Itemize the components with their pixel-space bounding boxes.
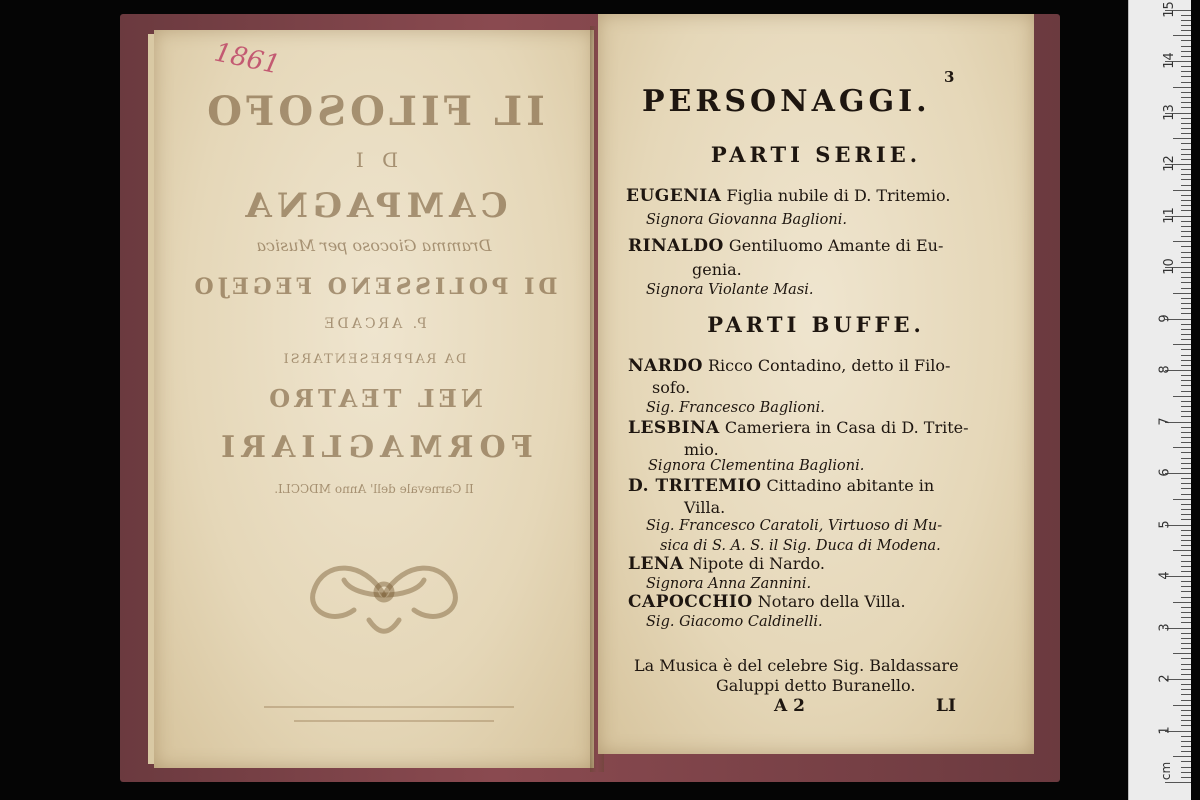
ruler-tick [1181,40,1191,41]
ruler-number: 1 [1157,725,1173,735]
ruler-tick [1181,540,1191,541]
performer-entry [646,576,811,592]
signature-mark: A 2 [774,696,805,716]
ruler-number: 13 [1161,103,1177,121]
performer-entry [646,400,825,416]
ruler-number: 6 [1157,468,1173,477]
catchword: LI [936,696,956,716]
ruler-tick [1181,710,1191,711]
ruler-tick [1181,767,1191,768]
ruler-tick [1181,530,1191,531]
bleed-line: NEL TEATRO [265,384,483,413]
ruler-tick [1181,674,1191,675]
ruler-tick [1181,700,1191,701]
section-heading-serie: PARTI SERIE. [710,142,922,167]
ruler-number: 12 [1161,155,1177,172]
ruler-tick [1181,411,1191,412]
text-line [634,656,959,675]
line-text: Galuppi detto Buranello. [716,676,916,695]
line-text: Gentiluomo Amante di Eu- [723,236,944,255]
ruler-tick [1173,344,1191,345]
ruler-tick [1181,385,1191,386]
character-name: D. TRITEMIO [628,476,762,496]
ruler-tick [1181,772,1191,773]
ruler-tick [1181,720,1191,721]
character-entry [628,418,969,438]
character-entry [626,186,950,206]
bleed-line: Il Carnevale dell' Anno MDCCLI. [274,482,474,496]
ruler-tick [1181,483,1191,484]
line-text: Sig. Francesco Caratoli, Virtuoso di Mu- [646,518,943,534]
line-text: mio. [684,440,719,459]
ruler-tick [1181,566,1191,567]
character-entry [628,476,934,496]
character-entry [628,592,906,612]
ruler-tick [1181,349,1191,350]
line-text: Sig. Francesco Baglioni. [646,400,825,416]
right-page [598,14,1034,754]
ruler-tick [1181,519,1191,520]
ruler-tick [1181,324,1191,325]
performer-entry [648,458,864,474]
ruler-tick [1181,391,1191,392]
ruler-tick [1181,694,1191,695]
ruler-number: 2 [1157,674,1173,683]
page-number: 3 [944,68,955,86]
line-text: Villa. [684,498,726,517]
ruler-tick [1181,56,1191,57]
ruler-tick [1181,159,1191,160]
ruler-tick [1181,210,1191,211]
ruler-tick [1181,607,1191,608]
bleed-line: IL FILOSOFO [203,88,545,135]
ruler-tick [1181,76,1191,77]
character-entry [628,356,950,376]
ruler-tick [1181,246,1191,247]
character-name: CAPOCCHIO [628,592,753,612]
ruler-tick [1181,715,1191,716]
ruler-tick [1181,339,1191,340]
bleed-line: DI POLISSENO FEGEJO [190,274,558,300]
bleed-through-text [154,30,594,768]
ruler-tick [1181,612,1191,613]
page-title: PERSONAGGI. [642,84,931,119]
ruler-number: 10 [1161,258,1177,275]
ruler-tick [1181,432,1191,433]
printer-ornament-icon [284,550,484,640]
ruler-tick [1181,689,1191,690]
line-text: sica di S. A. S. il Sig. Duca di Modena. [660,538,941,554]
character-name: LENA [628,554,684,574]
ruler-tick [1181,591,1191,592]
line-text: Nipote di Nardo. [683,554,826,573]
line-text: Signora Violante Masi. [646,282,814,298]
ruler-tick [1173,87,1191,88]
ruler-tick [1181,535,1191,536]
ruler-tick [1181,231,1191,232]
bleed-line: FORMAGLIARI [215,430,533,465]
ruler-number: 9 [1157,313,1173,323]
line-text: Signora Clementina Baglioni. [648,458,865,474]
ruler-tick [1181,494,1191,495]
ruler-number: 4 [1157,571,1173,580]
ruler-tick [1181,458,1191,459]
ruler-tick [1181,277,1191,278]
bleed-line: CAMPAGNA [240,186,508,226]
ruler-number: 8 [1157,365,1173,374]
ruler-tick [1181,15,1191,16]
ruler-tick [1181,329,1191,330]
ruler-tick [1181,555,1191,556]
ruler-tick [1181,406,1191,407]
character-name: LESBINA [628,418,720,438]
ruler-tick [1181,581,1191,582]
ruler-tick [1181,272,1191,273]
ruler-tick [1173,241,1191,242]
ruler-tick [1181,25,1191,26]
ruler-number: 15 [1161,0,1177,18]
ruler-tick [1181,288,1191,289]
ruler-tick [1181,571,1191,572]
ruler-tick [1181,638,1191,639]
ruler-tick [1173,396,1191,397]
ruler-tick [1181,442,1191,443]
ruler-tick [1181,334,1191,335]
ruler-number: 11 [1161,206,1177,224]
line-text: Cittadino abitante in [761,476,935,495]
ruler-tick [1181,226,1191,227]
performer-entry [646,614,823,630]
ruler-tick [1181,437,1191,438]
performer-entry [646,518,942,534]
ruler-tick [1173,138,1191,139]
line-text: genia. [692,260,742,279]
ruler-tick [1181,427,1191,428]
ruler-tick [1181,741,1191,742]
ruler-tick [1173,293,1191,294]
ruler-tick [1181,725,1191,726]
ruler-tick [1181,20,1191,21]
ruler-tick [1173,35,1191,36]
line-text: sofo. [652,378,691,397]
bleed-line: D I [349,148,399,172]
imprint-line [294,720,494,722]
ruler-tick [1181,669,1191,670]
character-entry [628,554,825,574]
ruler-tick [1181,488,1191,489]
ruler-tick [1181,545,1191,546]
line-text: Cameriera in Casa di D. Trite- [719,418,969,437]
performer-entry [646,212,847,228]
ruler-tick [1181,504,1191,505]
ruler-tick [1181,617,1191,618]
line-text: Signora Giovanna Baglioni. [646,212,847,228]
ruler-tick [1181,308,1191,309]
ruler-tick [1173,653,1191,654]
ruler-tick [1181,643,1191,644]
ruler-unit: cm [1159,761,1174,781]
ruler-tick [1173,756,1191,757]
measuring-ruler [1128,0,1191,800]
ruler-tick [1181,355,1191,356]
ruler-tick [1181,561,1191,562]
ruler-tick [1181,102,1191,103]
ruler-tick [1181,468,1191,469]
ruler-tick [1181,174,1191,175]
ruler-tick [1181,514,1191,515]
ruler-tick [1181,416,1191,417]
ruler-tick [1181,236,1191,237]
ruler-tick [1181,365,1191,366]
line-text: Ricco Contadino, detto il Filo- [702,356,951,375]
ruler-tick [1181,664,1191,665]
ruler-tick [1181,313,1191,314]
ruler-tick [1181,123,1191,124]
ruler-tick [1181,282,1191,283]
ruler-tick [1181,761,1191,762]
character-entry [628,236,943,256]
line-text: Signora Anna Zannini. [646,576,812,592]
ruler-tick [1181,252,1191,253]
ruler-tick [1181,463,1191,464]
ruler-tick [1181,128,1191,129]
ruler-tick [1181,51,1191,52]
ruler-number: 14 [1161,52,1177,69]
handwritten-number: 1861 [211,37,283,81]
left-page [154,30,594,768]
ruler-tick [1181,736,1191,737]
ruler-tick [1181,597,1191,598]
ruler-tick [1181,169,1191,170]
ruler-tick [1181,380,1191,381]
bleed-line: Dramma Giocoso per Musica [256,236,492,255]
ruler-tick [1173,447,1191,448]
ruler-tick [1181,751,1191,752]
ruler-tick [1181,133,1191,134]
ruler-tick [1181,509,1191,510]
line-text: Figlia nubile di D. Tritemio. [721,186,951,205]
performer-entry [646,282,814,298]
ruler-tick [1165,782,1191,783]
ruler-tick [1181,149,1191,150]
ruler-number: 3 [1157,622,1173,632]
line-text: Sig. Giacomo Caldinelli. [646,614,823,630]
ruler-tick [1181,82,1191,83]
bleed-line: P. ARCADE [321,316,427,332]
character-name: RINALDO [628,236,724,256]
text-line [716,676,915,695]
line-text: La Musica è del celebre Sig. Baldassare [634,656,959,675]
ruler-tick [1181,658,1191,659]
ruler-tick [1181,586,1191,587]
text-line [684,498,725,517]
ruler-tick [1181,71,1191,72]
ruler-tick [1181,118,1191,119]
ruler-tick [1181,622,1191,623]
ruler-tick [1181,195,1191,196]
ruler-tick [1181,66,1191,67]
ruler-tick [1181,179,1191,180]
section-heading-buffe: PARTI BUFFE. [707,312,925,337]
ruler-tick [1181,375,1191,376]
ruler-tick [1181,478,1191,479]
cast-list [598,14,1034,754]
ruler-tick [1181,143,1191,144]
ruler-tick [1181,92,1191,93]
text-line [652,378,690,397]
ruler-tick [1181,777,1191,778]
ruler-tick [1181,452,1191,453]
ruler-tick [1181,185,1191,186]
ruler-tick [1181,360,1191,361]
ruler-tick [1173,499,1191,500]
ruler-tick [1181,97,1191,98]
ruler-tick [1181,46,1191,47]
ruler-tick [1181,298,1191,299]
ruler-tick [1181,648,1191,649]
line-text: Notaro della Villa. [752,592,906,611]
text-line [692,260,742,279]
imprint-line [264,706,514,708]
ruler-tick [1181,401,1191,402]
text-line [684,440,719,459]
ruler-tick [1181,221,1191,222]
ruler-tick [1181,30,1191,31]
ruler-tick [1181,684,1191,685]
ruler-tick [1181,746,1191,747]
book [120,14,1060,782]
ruler-number: 7 [1157,416,1173,426]
bleed-line: DA RAPPRESENTARSI [281,352,467,367]
ruler-number: 5 [1157,519,1173,529]
ruler-tick [1173,602,1191,603]
ruler-tick [1181,200,1191,201]
performer-entry [660,538,941,554]
ruler-tick [1173,705,1191,706]
character-name: EUGENIA [626,186,722,206]
ruler-tick [1173,190,1191,191]
ruler-tick [1173,550,1191,551]
ruler-tick [1181,633,1191,634]
ruler-tick [1181,205,1191,206]
ruler-tick [1181,107,1191,108]
ruler-tick [1181,257,1191,258]
ruler-tick [1181,303,1191,304]
ruler-tick [1181,262,1191,263]
ruler-tick [1181,154,1191,155]
character-name: NARDO [628,356,703,376]
